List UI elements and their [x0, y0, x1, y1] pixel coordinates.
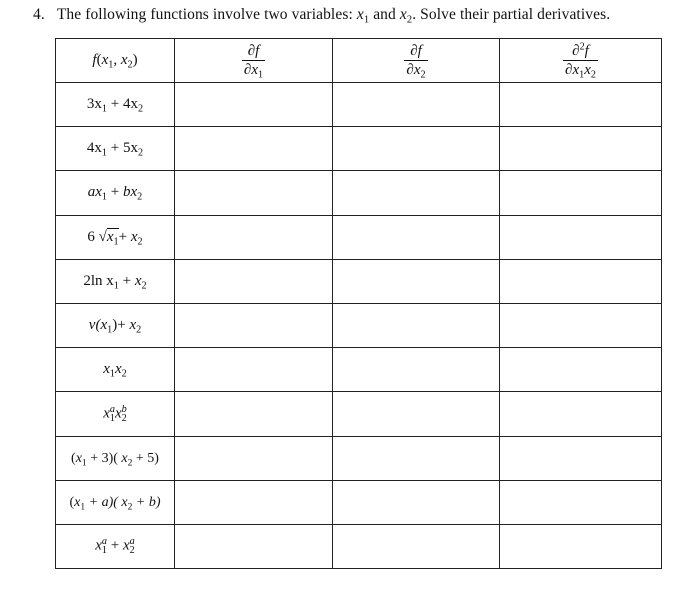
function-cell: $ax_1 + bx_2$	[56, 171, 175, 215]
answer-cell-df-dx1[interactable]	[175, 83, 333, 127]
header-row	[56, 39, 662, 83]
function-cell: x a 1 + x a 2	[56, 524, 175, 568]
answer-cell-d2f[interactable]	[500, 480, 662, 524]
answer-cell-d2f[interactable]	[500, 171, 662, 215]
table-row	[56, 348, 662, 392]
table-row	[56, 171, 662, 215]
table-row	[56, 83, 662, 127]
answer-cell-d2f[interactable]	[500, 259, 662, 303]
answer-cell-d2f[interactable]	[500, 392, 662, 436]
header-df-dx1: $\frac{\partial f}{\partial x_1}$	[175, 39, 333, 83]
answer-cell-df-dx2[interactable]	[333, 480, 500, 524]
function-cell: $x_1x_2$	[56, 348, 175, 392]
question-number: 4.	[33, 6, 45, 23]
answer-cell-df-dx2[interactable]	[333, 215, 500, 259]
answer-cell-d2f[interactable]	[500, 303, 662, 347]
var-x2: $x_2$	[399, 6, 413, 26]
answer-cell-d2f[interactable]	[500, 524, 662, 568]
var-x1: $x_1$	[356, 6, 370, 26]
answer-cell-df-dx2[interactable]	[333, 436, 500, 480]
answer-cell-df-dx1[interactable]	[175, 392, 333, 436]
table-row	[56, 259, 662, 303]
answer-cell-df-dx2[interactable]	[333, 83, 500, 127]
answer-cell-d2f[interactable]	[500, 215, 662, 259]
answer-cell-df-dx2[interactable]	[333, 127, 500, 171]
question-text-after: . Solve their partial derivatives.	[412, 6, 611, 23]
answer-cell-df-dx1[interactable]	[175, 259, 333, 303]
table-row	[56, 392, 662, 436]
table-row	[56, 524, 662, 568]
question-text	[33, 6, 610, 24]
answer-cell-d2f[interactable]	[500, 83, 662, 127]
table-row	[56, 303, 662, 347]
answer-cell-df-dx1[interactable]	[175, 303, 333, 347]
radical-sign: √	[98, 228, 107, 245]
answer-cell-df-dx1[interactable]	[175, 436, 333, 480]
question-connector: and	[373, 6, 396, 23]
derivatives-table	[55, 38, 662, 569]
table-row	[56, 127, 662, 171]
header-df-dx2: $\frac{\partial f}{\partial x_2}$	[333, 39, 500, 83]
header-function: $f(x_1$, $x_2$)	[56, 39, 175, 83]
function-cell: $(x_1 + a)$( $x_2 + b$)	[56, 480, 175, 524]
answer-cell-df-dx2[interactable]	[333, 303, 500, 347]
answer-cell-df-dx2[interactable]	[333, 259, 500, 303]
answer-cell-d2f[interactable]	[500, 348, 662, 392]
answer-cell-df-dx2[interactable]	[333, 348, 500, 392]
header-d2f-dx1x2: $\frac{\partial^2f}{\partial x_1x_2}$	[500, 39, 662, 83]
answer-cell-df-dx1[interactable]	[175, 127, 333, 171]
function-cell: $(x_1 + 3)$( $x_2 + 5$)	[56, 436, 175, 480]
function-cell: $v(x_1)+ x_2$	[56, 303, 175, 347]
table-row	[56, 215, 662, 259]
function-cell: 6 $√x_1+ x_2$	[56, 215, 175, 259]
answer-cell-df-dx2[interactable]	[333, 392, 500, 436]
table-row	[56, 436, 662, 480]
answer-cell-d2f[interactable]	[500, 436, 662, 480]
answer-cell-df-dx1[interactable]	[175, 171, 333, 215]
answer-cell-df-dx1[interactable]	[175, 215, 333, 259]
answer-cell-df-dx1[interactable]	[175, 524, 333, 568]
answer-cell-df-dx1[interactable]	[175, 348, 333, 392]
answer-cell-d2f[interactable]	[500, 127, 662, 171]
answer-cell-df-dx2[interactable]	[333, 171, 500, 215]
answer-cell-df-dx2[interactable]	[333, 524, 500, 568]
answer-cell-df-dx1[interactable]	[175, 480, 333, 524]
function-cell: $4x_1 + 5x_2$	[56, 127, 175, 171]
table-row	[56, 480, 662, 524]
question-text-before: The following functions involve two variables:	[56, 6, 353, 23]
function-cell: 2ln $x_1 + x_2$	[56, 259, 175, 303]
function-cell: x a 1 x b 2	[56, 392, 175, 436]
function-cell: $3x_1 + 4x_2$	[56, 83, 175, 127]
